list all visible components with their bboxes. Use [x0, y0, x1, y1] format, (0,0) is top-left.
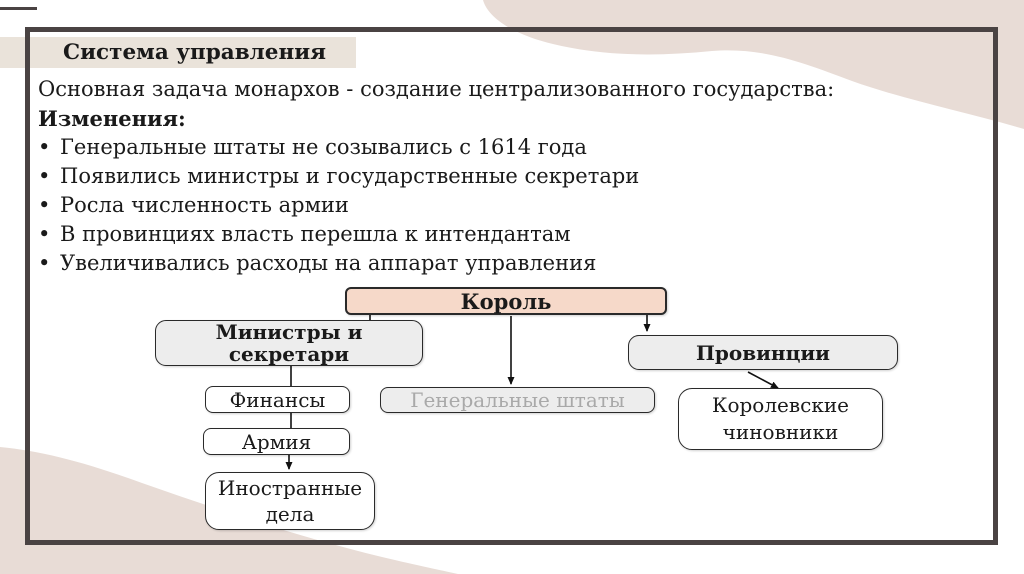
bullet-marker: •: [38, 193, 51, 217]
ministers-label-line2: секретари: [228, 342, 350, 366]
bullet-text: Генеральные штаты не созывались с 1614 года: [60, 135, 587, 159]
provinces-label: Провинции: [695, 340, 831, 365]
bullet-item: [38, 133, 978, 162]
body-text: [38, 75, 978, 278]
bullet-text: Увеличивались расходы на аппарат управления: [60, 251, 597, 275]
bullet-marker: •: [38, 164, 51, 188]
provinces-box: [628, 335, 898, 370]
page-title: Система управления: [63, 40, 327, 65]
changes-bullet-list: [38, 133, 978, 278]
intro-text: Основная задача монархов - создание централизованного государства:: [38, 77, 835, 101]
bullet-item: [38, 220, 978, 249]
king-label: Король: [460, 288, 552, 314]
bullet-marker: •: [38, 222, 51, 246]
ministers-label-line1: Министры и: [215, 320, 363, 344]
foreign-affairs-box: [205, 472, 375, 530]
royal-officials-label-line1: Королевские: [711, 393, 850, 417]
bullet-text: Росла численность армии: [60, 193, 349, 217]
bullet-item: [38, 249, 978, 278]
bullet-item: [38, 162, 978, 191]
changes-heading: Изменения:: [38, 106, 186, 131]
foreign-affairs-label-line1: Иностранные: [217, 476, 363, 500]
royal-officials-box: [678, 388, 883, 450]
bullet-text: Появились министры и государственные секретари: [60, 164, 640, 188]
bullet-marker: •: [38, 251, 51, 275]
bullet-marker: •: [38, 135, 51, 159]
estates-general-box: [380, 387, 655, 413]
army-label: Армия: [241, 429, 312, 454]
army-box: [203, 428, 350, 455]
foreign-affairs-label-line2: дела: [265, 502, 315, 526]
ministers-box: [155, 320, 423, 366]
bullet-text: В провинциях власть перешла к интендантам: [60, 222, 571, 246]
finance-box: [205, 386, 350, 413]
bullet-item: [38, 191, 978, 220]
finance-label: Финансы: [229, 387, 326, 412]
royal-officials-label-line2: чиновники: [722, 420, 839, 444]
estates-general-label: Генеральные штаты: [410, 388, 625, 412]
top-left-tick: [0, 7, 37, 10]
king-box: [345, 287, 667, 315]
